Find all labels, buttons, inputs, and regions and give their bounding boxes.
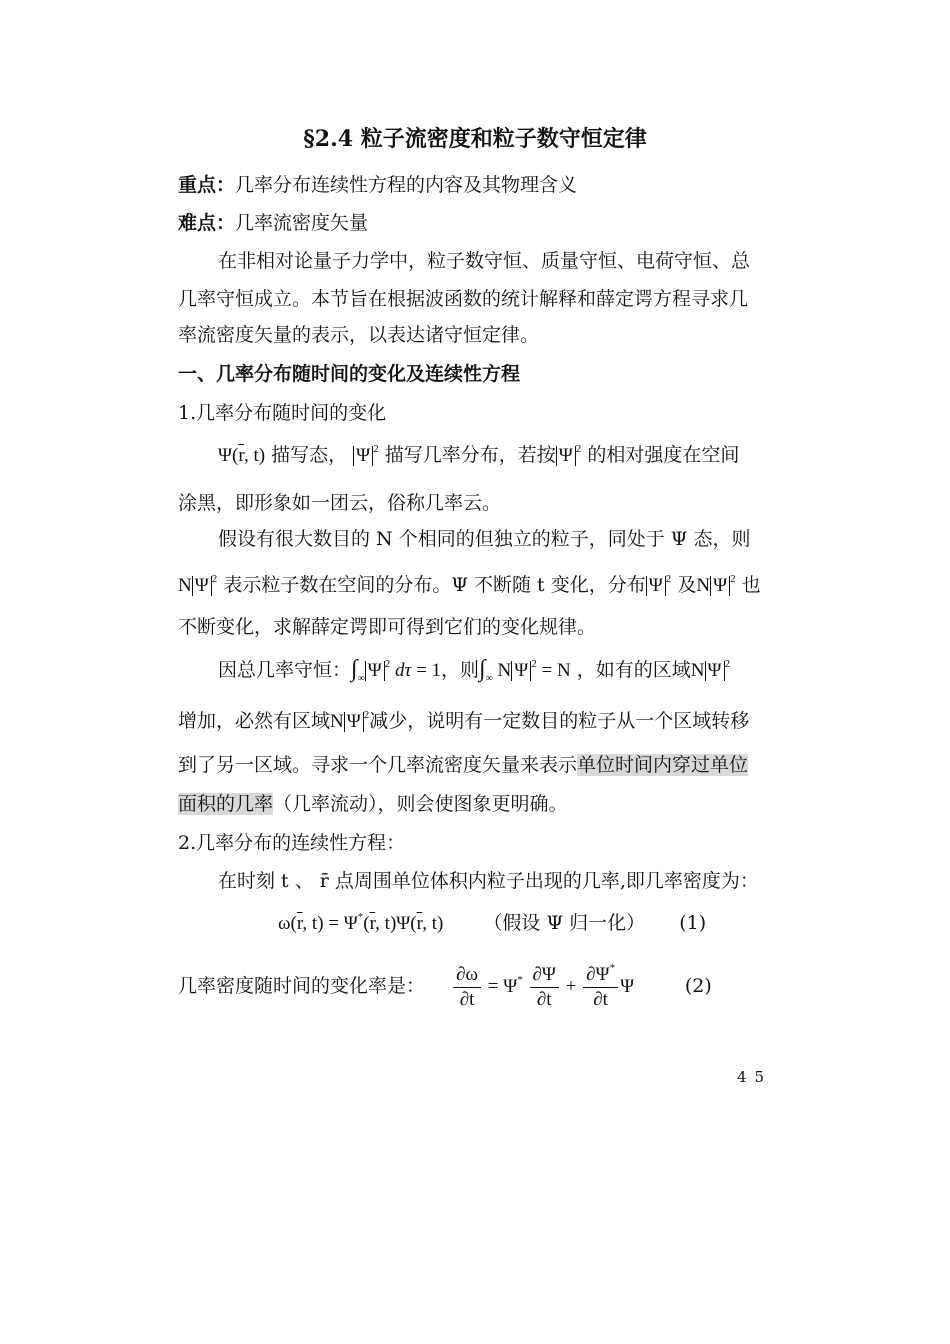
p2-text-2: 及 [677,574,697,596]
difficulty-label: 难点： [178,212,236,234]
formula-psi-squared-2: Ψ $^2$ [556,445,582,466]
p3-text-2b: 减少，说明有一定数目的粒子从一个区域转移 [369,710,750,732]
intro-line-2: 几率守恒成立。本节旨在根据波函数的统计解释和薛定谔方程寻求几 [178,288,749,310]
p3-text-1: 因总几率守恒： [218,659,352,681]
formula-psi-squared: Ψ $^2$ [353,445,379,466]
equation-2-line [178,962,712,1012]
formula-psi-r-t: $\Psi(\overline{r}$, t) [218,445,266,466]
page-number: 45 [737,1068,773,1086]
p2-line-3: 不断变化，求解薛定谔即可得到它们的变化规律。 [178,616,597,638]
p1-line-1 [218,442,739,469]
p1-line-2: 涂黑，即形象如一团云，俗称几率云。 [178,492,502,514]
equation-1-number: (1) [679,912,707,934]
p2-text-3: 也 [741,574,761,596]
equation-2-number: (2) [684,975,712,997]
p2-text-1: 表示粒子数在空间的分布。Ψ 不断随 t 变化，分布 [223,574,646,596]
highlighted-phrase-1: 单位时间内穿过单位 [577,754,749,776]
formula-n-psi-squared-2: N Ψ $^2$ [696,573,736,596]
section-heading-1: 一、几率分布随时间的变化及连续性方程 [178,363,521,385]
p3-line-3 [178,752,748,778]
p3-text-2: ，则 [441,659,480,681]
p3-text-3: ，如有的区域 [576,659,691,681]
equation-1 [278,910,706,937]
p2-line-2 [178,572,761,599]
difficulty-text: 几率流密度矢量 [235,212,369,234]
subsection-heading-2: 2.几率分布的连续性方程： [178,832,406,854]
highlighted-phrase-2: 面积的几率 [178,793,274,815]
formula-psi-squared-3: Ψ $^2$ [646,575,672,596]
p2-line-1: 假设有很大数目的 N 个相同的但独立的粒子，同处于 Ψ 态，则 [218,528,751,550]
formula-n-psi-squared-4: N Ψ $^2$ [330,709,370,732]
subsection-heading-1: 1.几率分布随时间的变化 [178,402,387,424]
formula-total-particles: $\int_\infty$ N Ψ $^2$ = N [479,656,571,684]
formula-total-probability: $\int_\infty$ Ψ $^2$ dτ = 1 [351,656,442,684]
page-title: §2.4 粒子流密度和粒子数守恒定律 [303,126,647,152]
p1-text-3: 的相对强度在空间 [587,444,740,466]
p3-text-3a: 到了另一区域。寻求一个几率流密度矢量来表示 [178,754,578,776]
equation-1-note: （假设 Ψ 归一化） [483,912,646,934]
p3-text-4b: （几率流动），则会使图象更明确。 [273,793,568,815]
key-point-line [178,172,577,198]
equation-2-label: 几率密度随时间的变化率是： [178,975,426,997]
p3-line-2 [178,708,749,735]
p3-line-4 [178,791,568,817]
formula-probability-density: $\omega(\overline{r}$, $t) = \Psi^*(\overline{r}$, $t)\Psi(\overline{r}$, t) [278,911,444,934]
difficulty-line [178,210,368,236]
intro-line-3: 率流密度矢量的表示，以表达诸守恒定律。 [178,324,540,346]
formula-n-psi-squared-3: N Ψ $^2$ [690,658,731,681]
p1-text-2: 描写几率分布，若按 [384,444,556,466]
intro-line-1: 在非相对论量子力学中，粒子数守恒、质量守恒、电荷守恒、总 [218,250,751,272]
key-point-text: 几率分布连续性方程的内容及其物理含义 [235,174,578,196]
key-point-label: 重点： [178,174,236,196]
formula-density-rate: $\frac{\partial\omega}{\partial t}$ = Ψ* $\frac{\partial\Psi}{\partial t}$ + $\frac{\partial\Psi^*}{\partial t}$ Ψ [451,976,639,997]
p3-line-1 [218,656,730,684]
p1-text-1: 描写态， [271,444,348,466]
p3-text-2a: 增加，必然有区域 [178,710,331,732]
p4-line-1: 在时刻 t 、 r̄ 点周围单位体积内粒子出现的几率,即几率密度为： [218,870,759,892]
formula-n-psi-squared: N Ψ $^2$ [178,573,218,596]
